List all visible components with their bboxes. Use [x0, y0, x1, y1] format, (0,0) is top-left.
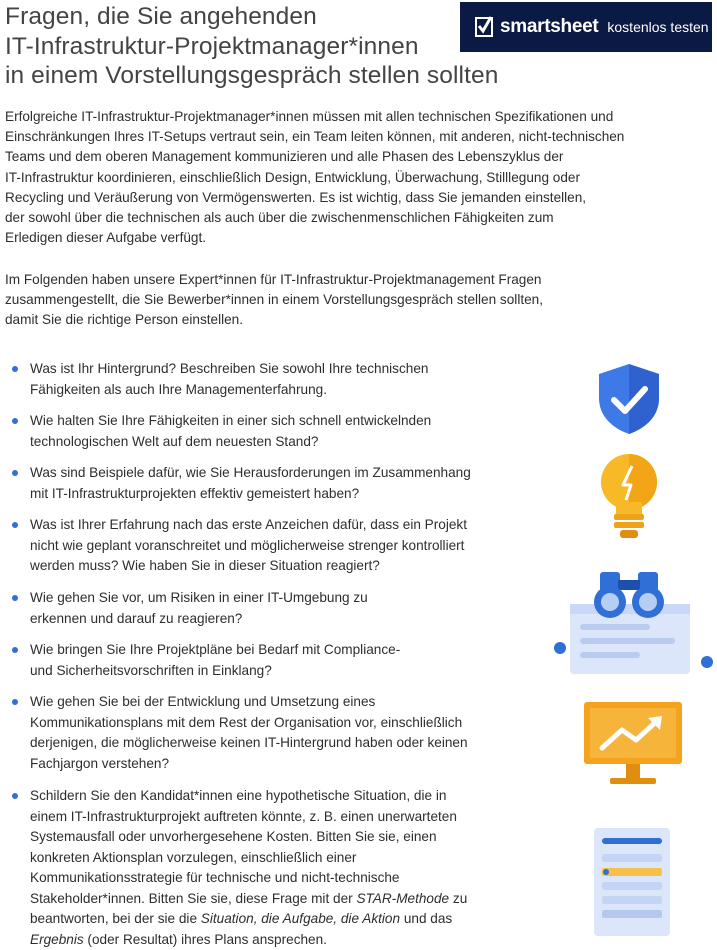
brand-name: smartsheet [500, 16, 598, 38]
intro2-line: Im Folgenden haben unsere Expert*innen für IT-Infrastruktur-Projektmanagement Fragen [5, 270, 710, 290]
shield-check-icon [596, 362, 662, 436]
question-line [30, 889, 545, 910]
title-line: in einem Vorstellungsgespräch stellen sollten [5, 61, 545, 91]
emphasis: STAR-Methode [356, 891, 449, 906]
emphasis: Situation, die Aufgabe, die Aktion [201, 911, 400, 926]
question-line: Kommunikationsstrategie für technische und nicht-technische [30, 868, 545, 889]
question-line [30, 909, 545, 930]
question-item [30, 786, 545, 950]
question-line: nicht wie geplant voranschreitet und möglicherweise strenger kontrolliert [30, 536, 545, 557]
text-segment: (oder Resultat) ihres Plans ansprechen. [84, 932, 327, 947]
question-line: Was ist Ihr Hintergrund? Beschreiben Sie sowohl Ihre technischen [30, 359, 545, 380]
question-line [30, 930, 545, 950]
question-line: erkennen und darauf zu reagieren? [30, 609, 545, 630]
intro-line: Einschränkungen Ihres IT-Setups vertraut sein, ein Team leiten können, mit anderen, nicht-technischen [5, 127, 710, 147]
question-line: Kommunikationsplans mit dem Rest der Organisation vor, einschließlich [30, 713, 545, 734]
question-item [30, 640, 545, 681]
question-line: Was ist Ihrer Erfahrung nach das erste Anzeichen dafür, dass ein Projekt [30, 515, 545, 536]
intro-line: IT-Infrastruktur koordinieren, einschließlich Design, Entwicklung, Überwachung, Stilllegung oder [5, 168, 710, 188]
text-segment: zu [449, 891, 467, 906]
question-item [30, 359, 545, 400]
question-item [30, 588, 545, 629]
emphasis: Ergebnis [30, 932, 84, 947]
text-segment: beantworten, bei der sie die [30, 911, 201, 926]
intro2-line: damit Sie die richtige Person einstellen. [5, 310, 710, 330]
question-line: Wie halten Sie Ihre Fähigkeiten in einer sich schnell entwickelnden [30, 411, 545, 432]
question-item [30, 515, 545, 577]
question-line: Wie bringen Sie Ihre Projektpläne bei Bedarf mit Compliance- [30, 640, 545, 661]
question-line: konkreten Aktionsplan vorzulegen, einschließlich einer [30, 848, 545, 869]
question-line: technologischen Welt auf dem neuesten Stand? [30, 432, 545, 453]
bullet-icon [12, 470, 18, 476]
question-item [30, 411, 545, 452]
question-line: Wie gehen Sie vor, um Risiken in einer IT-Umgebung zu [30, 588, 545, 609]
intro-paragraph-2 [5, 270, 710, 331]
title-line: IT-Infrastruktur-Projektmanager*innen [5, 32, 545, 62]
lightbulb-icon [598, 452, 660, 542]
intro-line: Recycling und Veräußerung von Vermögenswerten. Es ist wichtig, dass Sie jemanden einstellen, [5, 188, 710, 208]
text-segment: Stakeholder*innen. Bitten Sie sie, diese Frage mit der [30, 891, 356, 906]
question-line: und Sicherheitsvorschriften in Einklang? [30, 661, 545, 682]
question-line: derjenigen, die möglicherweise keinen IT-Hintergrund haben oder keinen [30, 733, 545, 754]
binoculars-icon [550, 566, 717, 678]
smartsheet-banner[interactable] [460, 2, 712, 52]
question-line: Schildern Sie den Kandidat*innen eine hypothetische Situation, die in [30, 786, 545, 807]
question-line: werden muss? Wie haben Sie in dieser Situation reagiert? [30, 556, 545, 577]
question-item [30, 692, 545, 774]
bullet-icon [12, 647, 18, 653]
free-trial-link[interactable]: kostenlos testen [607, 19, 708, 35]
bullet-icon [12, 793, 18, 799]
bullet-icon [12, 418, 18, 424]
intro-line: Erfolgreiche IT-Infrastruktur-Projektmanager*innen müssen mit allen technischen Spezifikationen und [5, 107, 710, 127]
smartsheet-check-logo-icon [474, 16, 494, 38]
intro-paragraph [5, 107, 710, 248]
title-line: Fragen, die Sie angehenden [5, 2, 545, 32]
intro-line: Teams und dem oberen Management kommunizieren und alle Phasen des Lebenszyklus der [5, 147, 710, 167]
bullet-icon [12, 366, 18, 372]
question-line: Fähigkeiten als auch Ihre Managementerfahrung. [30, 380, 545, 401]
question-line: einem IT-Infrastrukturprojekt auftreten könnte, z. B. einen unerwarteten [30, 807, 545, 828]
text-segment: und das [400, 911, 452, 926]
bullet-icon [12, 522, 18, 528]
bullet-icon [12, 699, 18, 705]
question-line: Fachjargon verstehen? [30, 754, 545, 775]
intro2-line: zusammengestellt, die Sie Bewerber*innen in einem Vorstellungsgespräch stellen sollten, [5, 290, 710, 310]
question-line: mit IT-Infrastrukturprojekten effektiv gemeistert haben? [30, 484, 545, 505]
document-list-icon [592, 826, 672, 938]
question-line: Systemausfall oder unvorhergesehene Kosten. Bitten Sie sie, einen [30, 827, 545, 848]
intro-line: Erledigen dieser Aufgabe verfügt. [5, 228, 710, 248]
question-line: Was sind Beispiele dafür, wie Sie Herausforderungen im Zusammenhang [30, 463, 545, 484]
question-line: Wie gehen Sie bei der Entwicklung und Umsetzung eines [30, 692, 545, 713]
intro-line: der sowohl über die technischen als auch über die zwischenmenschlichen Fähigkeiten zum [5, 208, 710, 228]
monitor-trend-icon [582, 700, 684, 788]
bullet-icon [12, 595, 18, 601]
question-item [30, 463, 545, 504]
